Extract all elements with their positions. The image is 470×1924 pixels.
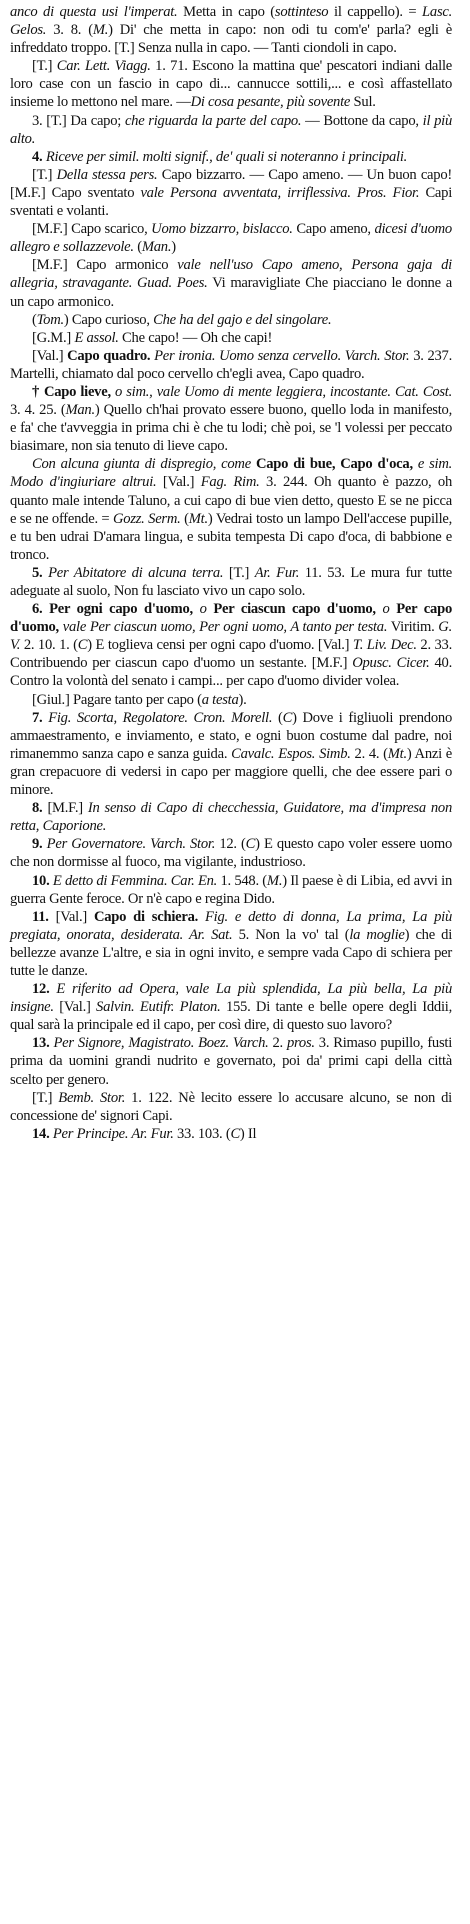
entry-paragraph	[10, 329, 452, 347]
italic-text: Lasc. Gelos.	[10, 4, 452, 39]
text-run: ) Capo curioso,	[63, 311, 154, 328]
text-run	[193, 601, 200, 617]
text-run	[198, 909, 205, 925]
italic-text: il più alto.	[10, 112, 453, 147]
italic-text: Fig. e detto di donna, La prima, La più pregiata, onorata, desiderata. Ar. Sat.	[10, 908, 452, 943]
italic-text: Car. Lett. Viagg.	[56, 58, 151, 75]
text-run: 2. 10. 1. (	[20, 637, 78, 654]
italic-text: Per Governatore. Varch. Stor.	[46, 836, 216, 853]
text-run	[376, 601, 383, 617]
entry-paragraph	[10, 3, 452, 57]
entry-paragraph	[10, 383, 452, 455]
italic-text: o sim., vale Uomo di mente leggiera, incostante. Cat. Cost.	[115, 383, 452, 400]
entry-paragraph	[10, 347, 452, 383]
italic-text: Uomo bizzarro, bislacco.	[151, 221, 293, 238]
text-run: [G.M.]	[32, 329, 75, 346]
text-run: ) che di bellezze avanze L'altre, e sia in ogni invito, e sempre vada Capo di schiera per tutte le danze.	[10, 926, 452, 979]
text-run: 3. [T.] Da capo;	[32, 112, 125, 129]
text-run: 2. 33. Contribuendo per ciascun capo d'uomo un sestante. [M.F.]	[10, 637, 452, 672]
text-run: — Bottone da capo,	[301, 112, 423, 129]
entry-paragraph	[10, 220, 452, 256]
italic-text: sottinteso	[274, 4, 329, 20]
text-run: ) Quello ch'hai provato essere buono, quello loda in manifesto, e fa' che t'avveggia in prima chi è che tu lodi; chè poi, se 'l volessi per peccato biasimare, non sia tenuto di lieve capo.	[10, 402, 452, 455]
text-run: 1. 548. (	[217, 872, 267, 889]
entry-paragraph	[10, 835, 452, 871]
text-run: [Giul.] Pagare tanto per capo (	[32, 691, 202, 708]
italic-text: Salvin. Eutifr. Platon.	[96, 999, 221, 1016]
italic-text: pros.	[286, 1035, 315, 1052]
text-run: Vi maravigliate Che piacciano le donne a un capo armonico.	[10, 275, 452, 310]
text-run: [Val.]	[53, 999, 97, 1016]
italic-text: E assol.	[74, 329, 119, 346]
italic-text: anco di questa usi l'imperat.	[10, 4, 178, 20]
text-run: Capi sventati e volanti.	[10, 184, 453, 220]
text-run: 3. Rimaso pupillo, fusti prima da uomini grandi nudrito e governato, poi da' primi capi della città scelto per genero.	[10, 1035, 453, 1088]
entry-paragraph	[10, 600, 452, 690]
text-run: 155. Di tante e belle opere degli Iddii, qual sarà la principale ed il capo, per così dire, di questo suo lavoro?	[10, 999, 452, 1034]
text-run: 3. 237. Martelli, chiamato dal poco cervello ch'egli avea, Capo quadro.	[10, 347, 452, 382]
text-run: 5. Non la vo' tal (	[232, 926, 350, 943]
entry-paragraph	[10, 564, 452, 600]
italic-text: Gozz. Serm.	[112, 510, 181, 527]
italic-text: vale Persona avventata, irriflessiva. Pros. Fior.	[140, 184, 420, 201]
entry-paragraph	[10, 112, 452, 148]
bold-text: 12.	[32, 981, 57, 998]
text-run: (	[272, 709, 283, 726]
bold-text: 9.	[32, 836, 47, 853]
entry-paragraph	[10, 1089, 452, 1125]
text-run: [T.]	[32, 1089, 59, 1106]
text-run: 1. 122. Nè lecito essere lo accusare alcuno, se non di concessione de' signori Capi.	[10, 1089, 452, 1124]
text-run: 2.	[268, 1035, 287, 1052]
italic-text: Opusc. Cicer.	[352, 655, 430, 672]
entry-paragraph	[10, 311, 452, 329]
bold-text: 8.	[32, 800, 48, 817]
text-run: Metta in capo (	[177, 4, 275, 20]
italic-text: In senso di Capo di checchessia, Guidatore, ma d'impresa non retta, Caporione.	[10, 800, 452, 835]
italic-text: Fag. Rim.	[200, 474, 260, 491]
italic-text: o	[382, 601, 390, 618]
italic-text: E riferito ad Opera, vale La più splendida, La più bella, La più insigne.	[10, 981, 452, 1016]
text-run: ) Il	[239, 1125, 257, 1142]
text-run: (	[133, 239, 142, 256]
text-run: 1. 71. Escono la mattina que' pescatori indiani dalle loro case con un fascio in capo di... cannucce sottili,... e così affastellato insieme lo mettono nel mare. —	[10, 58, 452, 111]
bold-text: Capo quadro.	[67, 347, 151, 364]
italic-text: a testa	[201, 691, 239, 708]
text-run: [T.]	[32, 58, 57, 75]
italic-text: Di cosa pesante, più sovente	[190, 94, 351, 111]
text-run: [Val.]	[32, 347, 68, 364]
bold-text: 7.	[32, 709, 49, 726]
italic-text: che riguarda la parte del capo.	[124, 112, 302, 129]
text-run: [M.F.] Capo armonico	[32, 257, 178, 274]
italic-text: la moglie	[349, 926, 405, 943]
bold-text: 13.	[32, 1035, 54, 1052]
text-run: [Val.]	[55, 908, 94, 925]
entry-paragraph	[10, 980, 452, 1034]
text-run: )	[171, 239, 176, 256]
text-run: ) E toglieva censi per ogni capo d'uomo. [Val.]	[87, 637, 353, 654]
text-run: [M.F.]	[47, 800, 88, 817]
bold-text: 14.	[32, 1125, 53, 1142]
italic-text: Fig. Scorta, Regolatore. Cron. Morell.	[48, 709, 273, 726]
bold-text: 4.	[32, 148, 46, 165]
text-run: Viritim.	[387, 619, 439, 636]
text-run: Capo ameno,	[292, 221, 375, 238]
italic-text: Man.	[65, 402, 95, 419]
text-run: 40. Contro la volontà del senato i campi... per capo d'uomo divider volea.	[10, 655, 452, 690]
text-run: 3. 244. Oh quanto è pazzo, oh quanto male intende Taluno, a cui capo di bue vien detto, questo E se ne picca e se ne offende. =	[10, 474, 453, 527]
entry-paragraph	[10, 455, 452, 564]
text-run: (	[180, 510, 189, 527]
text-run: ) Vedrai tosto un lampo Dell'accese pupille, e tu ben udrai D'amara lingua, e subita tempesta Di capo d'oca, di babbione e tronco.	[10, 510, 453, 563]
text-run: (	[32, 311, 37, 328]
text-run: Sul.	[350, 94, 376, 111]
text-run: 33. 103. (	[173, 1125, 231, 1142]
italic-text: vale Per ciascun uomo, Per ogni uomo, A tanto per testa.	[62, 619, 388, 636]
entry-paragraph	[10, 691, 452, 709]
text-run: ).	[238, 691, 247, 708]
italic-text: dicesi d'uomo allegro e sollazzevole.	[10, 221, 452, 256]
text-run: [Val.]	[156, 474, 201, 491]
bold-text: 10.	[32, 872, 53, 889]
italic-text: e sim. Modo d'ingiuriare altrui.	[10, 456, 453, 491]
italic-text: Bemb. Stor.	[58, 1089, 126, 1106]
text-run: Che capo! — Oh che capi!	[118, 329, 273, 346]
italic-text: M.	[266, 872, 283, 889]
text-run: ) Anzi è gran crepacuore di vedersi in capo per maggiore quelli, che dee essere pari o minore.	[10, 745, 452, 799]
bold-text: Capo di bue, Capo d'oca,	[255, 456, 413, 473]
italic-text: Per Principe. Ar. Fur.	[52, 1125, 174, 1142]
bold-text: Per ciascun capo d'uomo,	[213, 601, 376, 618]
italic-text: Tom.	[36, 311, 64, 328]
entry-paragraph	[10, 148, 452, 166]
text-run: [M.F.] Capo scarico,	[32, 221, 152, 238]
text-run: 3. 4. 25. (	[10, 402, 66, 419]
italic-text: vale nell'uso Capo ameno, Persona gaja di allegria, stravagante. Guad. Poes.	[10, 257, 452, 292]
bold-text: 6. Per ogni capo d'uomo,	[32, 601, 193, 618]
entry-paragraph	[10, 799, 452, 835]
bold-text: 5.	[32, 564, 49, 581]
italic-text: C	[230, 1125, 240, 1142]
italic-text: Per Abitatore di alcuna terra.	[48, 564, 224, 581]
italic-text: M.	[92, 22, 109, 39]
text-run: Capo bizzarro. — Capo ameno. — Un buon capo! [M.F.] Capo sventato	[10, 166, 452, 201]
text-run: il cappello). =	[328, 4, 423, 20]
italic-text: Della stessa pers.	[56, 166, 158, 183]
text-run: ) E questo capo voler essere uomo che non dormisse al fuoco, ma vigilante, industrioso.	[10, 836, 452, 871]
entry-paragraph	[10, 166, 452, 220]
bold-text: Per capo d'uomo,	[10, 601, 452, 636]
italic-text: Man.	[141, 239, 172, 256]
text-run: 2. 4. (	[350, 745, 388, 762]
bold-text: 11.	[32, 908, 56, 925]
italic-text: Ar. Fur.	[254, 564, 300, 581]
italic-text: C	[77, 637, 88, 654]
italic-text: Riceve per simil. molti signif., de' quali si noteranno i principali.	[45, 148, 408, 165]
text-run: [T.]	[223, 564, 255, 581]
italic-text: T. Liv. Dec.	[352, 637, 417, 654]
entry-paragraph	[10, 57, 452, 111]
entry-paragraph	[10, 1034, 452, 1088]
text-run: ) Dove i figliuoli prendono ammaestramento, e inviamento, e stato, e ogni buon costume dal padre, noi rimanemmo sanza capo e sanza guida.	[10, 709, 452, 762]
italic-text: Cavalc. Espos. Simb.	[231, 745, 351, 762]
text-run: ) Di' che metta in capo: non odi tu com'e' parla? egli è infreddato troppo. [T.] Senza nulla in capo. — Tanti ciondoli in capo.	[10, 22, 452, 57]
text-run: 11. 53. Le mura fur tutte adeguate al suolo, Non fu lasciato vivo un capo solo.	[10, 564, 453, 599]
text-run: 12. (	[215, 836, 246, 853]
italic-text: Con alcuna giunta di dispregio, come	[32, 456, 251, 473]
text-run: [T.]	[32, 166, 57, 183]
bold-text: Capo di schiera.	[93, 908, 199, 925]
italic-text: G. V.	[10, 619, 452, 654]
italic-text: C	[245, 836, 256, 853]
italic-text: E detto di Femmina. Car. En.	[52, 872, 218, 889]
italic-text: C	[282, 709, 293, 726]
italic-text: Che ha del gajo e del singolare.	[153, 311, 332, 328]
entry-paragraph	[10, 908, 452, 980]
text-run: ) Il paese è di Libia, ed avvi in guerra Gente feroce. Or n'è capo e regina Dido.	[10, 872, 452, 907]
italic-text: Mt.	[387, 745, 407, 762]
italic-text: Per ironia. Uomo senza cervello. Varch. Stor.	[154, 347, 410, 364]
italic-text: o	[199, 601, 207, 618]
italic-text: Mt.	[188, 510, 208, 527]
entry-paragraph	[10, 872, 452, 908]
entry-paragraph	[10, 1125, 452, 1143]
text-run: 3. 8. (	[46, 22, 93, 39]
entry-paragraph	[10, 256, 452, 310]
entry-paragraph	[10, 709, 452, 799]
bold-text: † Capo lieve,	[32, 383, 111, 400]
italic-text: Per Signore, Magistrato. Boez. Varch.	[53, 1035, 269, 1052]
